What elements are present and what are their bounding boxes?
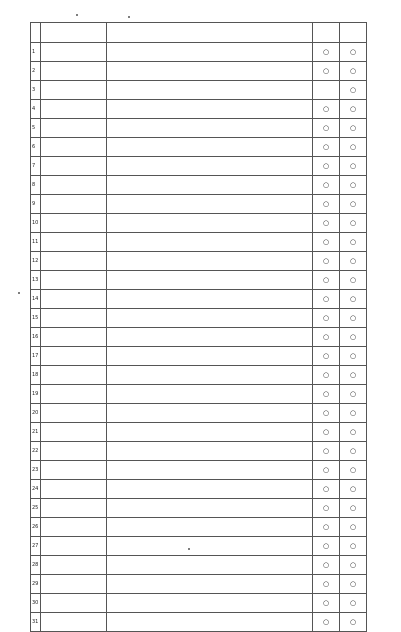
table-row <box>31 328 367 347</box>
table-row <box>31 195 367 214</box>
row-items <box>107 119 313 138</box>
row-name <box>41 347 107 366</box>
row-mark-a: ○ <box>313 613 340 632</box>
row-mark-b: ○ <box>340 404 367 423</box>
row-name <box>41 594 107 613</box>
row-number: 24 <box>31 480 41 499</box>
row-items <box>107 347 313 366</box>
row-mark-b: ○ <box>340 271 367 290</box>
row-name <box>41 366 107 385</box>
row-name <box>41 138 107 157</box>
row-number: 11 <box>31 233 41 252</box>
row-mark-a: ○ <box>313 385 340 404</box>
row-mark-a: ○ <box>313 461 340 480</box>
row-mark-a: ○ <box>313 575 340 594</box>
row-number: 18 <box>31 366 41 385</box>
row-items <box>107 556 313 575</box>
row-name <box>41 461 107 480</box>
scan-speck <box>128 16 130 18</box>
row-mark-a: ○ <box>313 537 340 556</box>
row-items <box>107 214 313 233</box>
row-mark-a: ○ <box>313 499 340 518</box>
row-mark-a: ○ <box>313 556 340 575</box>
row-number: 22 <box>31 442 41 461</box>
row-mark-a: ○ <box>313 594 340 613</box>
row-number: 14 <box>31 290 41 309</box>
row-name <box>41 233 107 252</box>
row-items <box>107 366 313 385</box>
row-items <box>107 233 313 252</box>
row-number: 4 <box>31 100 41 119</box>
table-row <box>31 347 367 366</box>
row-mark-a: ○ <box>313 252 340 271</box>
row-items <box>107 43 313 62</box>
row-mark-b: ○ <box>340 252 367 271</box>
row-mark-a: ○ <box>313 62 340 81</box>
table-row <box>31 233 367 252</box>
row-number: 15 <box>31 309 41 328</box>
row-number: 6 <box>31 138 41 157</box>
row-items <box>107 195 313 214</box>
row-name <box>41 62 107 81</box>
row-name <box>41 195 107 214</box>
row-items <box>107 442 313 461</box>
row-mark-a: ○ <box>313 43 340 62</box>
row-number: 30 <box>31 594 41 613</box>
row-name <box>41 613 107 632</box>
row-mark-b: ○ <box>340 556 367 575</box>
row-mark-a: ○ <box>313 233 340 252</box>
header-name <box>41 23 107 43</box>
row-mark-b: ○ <box>340 613 367 632</box>
row-mark-a: ○ <box>313 271 340 290</box>
row-number: 27 <box>31 537 41 556</box>
row-mark-b: ○ <box>340 309 367 328</box>
header-items <box>107 23 313 43</box>
row-items <box>107 81 313 100</box>
row-name <box>41 328 107 347</box>
table-row <box>31 62 367 81</box>
row-mark-a: ○ <box>313 518 340 537</box>
table-row <box>31 252 367 271</box>
row-name <box>41 385 107 404</box>
row-mark-a: ○ <box>313 100 340 119</box>
row-mark-b: ○ <box>340 43 367 62</box>
row-items <box>107 138 313 157</box>
row-name <box>41 176 107 195</box>
row-name <box>41 423 107 442</box>
table-row <box>31 157 367 176</box>
row-items <box>107 176 313 195</box>
row-number: 23 <box>31 461 41 480</box>
row-name <box>41 252 107 271</box>
row-name <box>41 404 107 423</box>
row-mark-b: ○ <box>340 233 367 252</box>
header-col-a <box>313 23 340 43</box>
table-row <box>31 119 367 138</box>
row-mark-b: ○ <box>340 537 367 556</box>
table-row <box>31 176 367 195</box>
row-items <box>107 271 313 290</box>
row-items <box>107 309 313 328</box>
table-row <box>31 423 367 442</box>
row-items <box>107 594 313 613</box>
row-mark-a: ○ <box>313 157 340 176</box>
row-items <box>107 157 313 176</box>
row-mark-a: ○ <box>313 423 340 442</box>
row-mark-b: ○ <box>340 442 367 461</box>
row-number: 20 <box>31 404 41 423</box>
row-mark-a: ○ <box>313 366 340 385</box>
row-items <box>107 575 313 594</box>
row-items <box>107 461 313 480</box>
row-number: 5 <box>31 119 41 138</box>
row-mark-b: ○ <box>340 480 367 499</box>
table-row <box>31 290 367 309</box>
header-col-b <box>340 23 367 43</box>
row-mark-b: ○ <box>340 499 367 518</box>
row-mark-a: ○ <box>313 328 340 347</box>
table-row <box>31 518 367 537</box>
row-number: 8 <box>31 176 41 195</box>
row-mark-b: ○ <box>340 214 367 233</box>
row-number: 28 <box>31 556 41 575</box>
table-row <box>31 442 367 461</box>
row-items <box>107 328 313 347</box>
row-name <box>41 290 107 309</box>
row-items <box>107 404 313 423</box>
row-number: 16 <box>31 328 41 347</box>
table-row <box>31 366 367 385</box>
row-items <box>107 252 313 271</box>
table-row <box>31 81 367 100</box>
row-mark-b: ○ <box>340 385 367 404</box>
table-row <box>31 100 367 119</box>
table-row <box>31 138 367 157</box>
table-row <box>31 309 367 328</box>
table-row <box>31 575 367 594</box>
row-mark-b: ○ <box>340 575 367 594</box>
table-row <box>31 556 367 575</box>
table-row <box>31 499 367 518</box>
row-name <box>41 43 107 62</box>
row-mark-b: ○ <box>340 594 367 613</box>
row-mark-a: ○ <box>313 176 340 195</box>
row-name <box>41 537 107 556</box>
row-mark-a: ○ <box>313 290 340 309</box>
row-mark-b: ○ <box>340 62 367 81</box>
row-mark-b: ○ <box>340 195 367 214</box>
row-items <box>107 499 313 518</box>
row-name <box>41 480 107 499</box>
row-items <box>107 480 313 499</box>
row-number: 1 <box>31 43 41 62</box>
row-mark-b: ○ <box>340 81 367 100</box>
row-name <box>41 442 107 461</box>
row-number: 29 <box>31 575 41 594</box>
row-name <box>41 157 107 176</box>
row-number: 2 <box>31 62 41 81</box>
row-mark-b: ○ <box>340 290 367 309</box>
scan-speck <box>76 14 78 16</box>
row-name <box>41 556 107 575</box>
row-mark-b: ○ <box>340 100 367 119</box>
row-number: 19 <box>31 385 41 404</box>
row-mark-a: ○ <box>313 138 340 157</box>
row-number: 13 <box>31 271 41 290</box>
row-mark-b: ○ <box>340 366 367 385</box>
header-number <box>31 23 41 43</box>
row-number: 12 <box>31 252 41 271</box>
row-name <box>41 271 107 290</box>
row-items <box>107 385 313 404</box>
row-mark-b: ○ <box>340 176 367 195</box>
row-name <box>41 518 107 537</box>
row-mark-b: ○ <box>340 119 367 138</box>
row-mark-a <box>313 81 340 100</box>
row-number: 7 <box>31 157 41 176</box>
row-items <box>107 290 313 309</box>
row-items <box>107 62 313 81</box>
row-mark-b: ○ <box>340 157 367 176</box>
table-row <box>31 537 367 556</box>
row-number: 26 <box>31 518 41 537</box>
table-row <box>31 43 367 62</box>
table-row <box>31 404 367 423</box>
row-mark-b: ○ <box>340 347 367 366</box>
row-number: 3 <box>31 81 41 100</box>
row-name <box>41 499 107 518</box>
item-table <box>30 22 367 632</box>
row-items <box>107 518 313 537</box>
row-mark-b: ○ <box>340 423 367 442</box>
row-number: 17 <box>31 347 41 366</box>
row-number: 31 <box>31 613 41 632</box>
row-name <box>41 119 107 138</box>
table-row <box>31 480 367 499</box>
row-items <box>107 537 313 556</box>
row-mark-b: ○ <box>340 328 367 347</box>
row-mark-a: ○ <box>313 442 340 461</box>
row-mark-a: ○ <box>313 480 340 499</box>
row-mark-a: ○ <box>313 309 340 328</box>
row-items <box>107 423 313 442</box>
row-mark-b: ○ <box>340 518 367 537</box>
row-name <box>41 214 107 233</box>
row-number: 9 <box>31 195 41 214</box>
row-mark-a: ○ <box>313 119 340 138</box>
row-items <box>107 613 313 632</box>
table-header-row <box>31 23 367 43</box>
row-number: 21 <box>31 423 41 442</box>
row-mark-a: ○ <box>313 347 340 366</box>
row-mark-b: ○ <box>340 138 367 157</box>
table-row <box>31 271 367 290</box>
row-mark-a: ○ <box>313 404 340 423</box>
row-number: 25 <box>31 499 41 518</box>
table-row <box>31 385 367 404</box>
row-name <box>41 575 107 594</box>
row-items <box>107 100 313 119</box>
row-mark-a: ○ <box>313 195 340 214</box>
table-row <box>31 613 367 632</box>
table-row <box>31 214 367 233</box>
row-number: 10 <box>31 214 41 233</box>
row-name <box>41 309 107 328</box>
table-row <box>31 461 367 480</box>
scan-speck <box>18 292 20 294</box>
row-name <box>41 81 107 100</box>
row-mark-a: ○ <box>313 214 340 233</box>
row-name <box>41 100 107 119</box>
row-mark-b: ○ <box>340 461 367 480</box>
table-row <box>31 594 367 613</box>
